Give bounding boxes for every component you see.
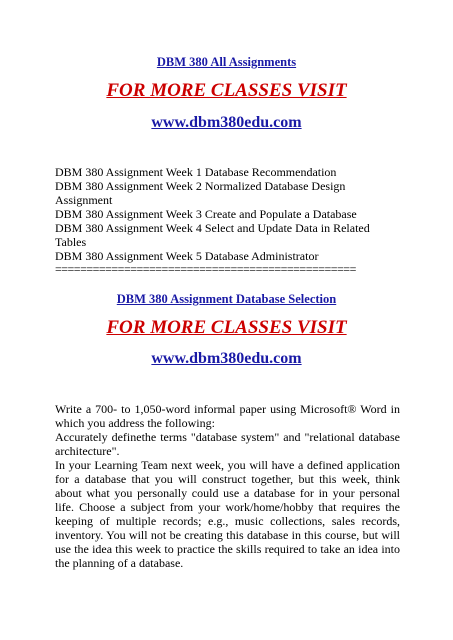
assignment-list <box>55 165 405 263</box>
list-item: DBM 380 Assignment Week 5 Database Administrator <box>55 249 319 263</box>
website-link-wrapper <box>0 114 453 132</box>
section-promo-text: FOR MORE CLASSES VISIT <box>106 317 347 338</box>
page-title-link[interactable]: DBM 380 All Assignments <box>156 55 297 69</box>
paragraph: In your Learning Team next week, you will have a defined application for a database that you will construct together, but this week, think about what you personally could use a database for in your personal life. Choose a subject from your work/home/hobby that requires the keeping of multiple records; e.g., music collections, sales records, inventory. You will not be creating this database in this course, but will use the idea this week to practice the skills required to take an idea into the planning of a database. <box>55 458 400 570</box>
section-promo-heading <box>0 317 453 339</box>
paragraph: Write a 700- to 1,050-word informal paper using Microsoft® Word in which you address the following: <box>55 402 400 430</box>
paragraph: Accurately definethe terms "database system" and "relational database architecture". <box>55 430 400 458</box>
list-item: Assignment <box>55 193 113 207</box>
section-title-link[interactable]: DBM 380 Assignment Database Selection <box>116 292 337 306</box>
website-link[interactable]: www.dbm380edu.com <box>151 114 302 131</box>
separator-line: ================================================ <box>55 262 356 276</box>
list-item: DBM 380 Assignment Week 3 Create and Populate a Database <box>55 207 357 221</box>
promo-text: FOR MORE CLASSES VISIT <box>106 80 347 101</box>
section-website-link-wrapper <box>0 350 453 368</box>
list-item: DBM 380 Assignment Week 2 Normalized Database Design <box>55 179 346 193</box>
section-website-link[interactable]: www.dbm380edu.com <box>151 350 302 367</box>
list-item: Tables <box>55 235 87 249</box>
assignment-description <box>55 402 400 570</box>
list-item: DBM 380 Assignment Week 1 Database Recommendation <box>55 165 337 179</box>
promo-heading <box>0 80 453 102</box>
list-item: DBM 380 Assignment Week 4 Select and Update Data in Related <box>55 221 370 235</box>
